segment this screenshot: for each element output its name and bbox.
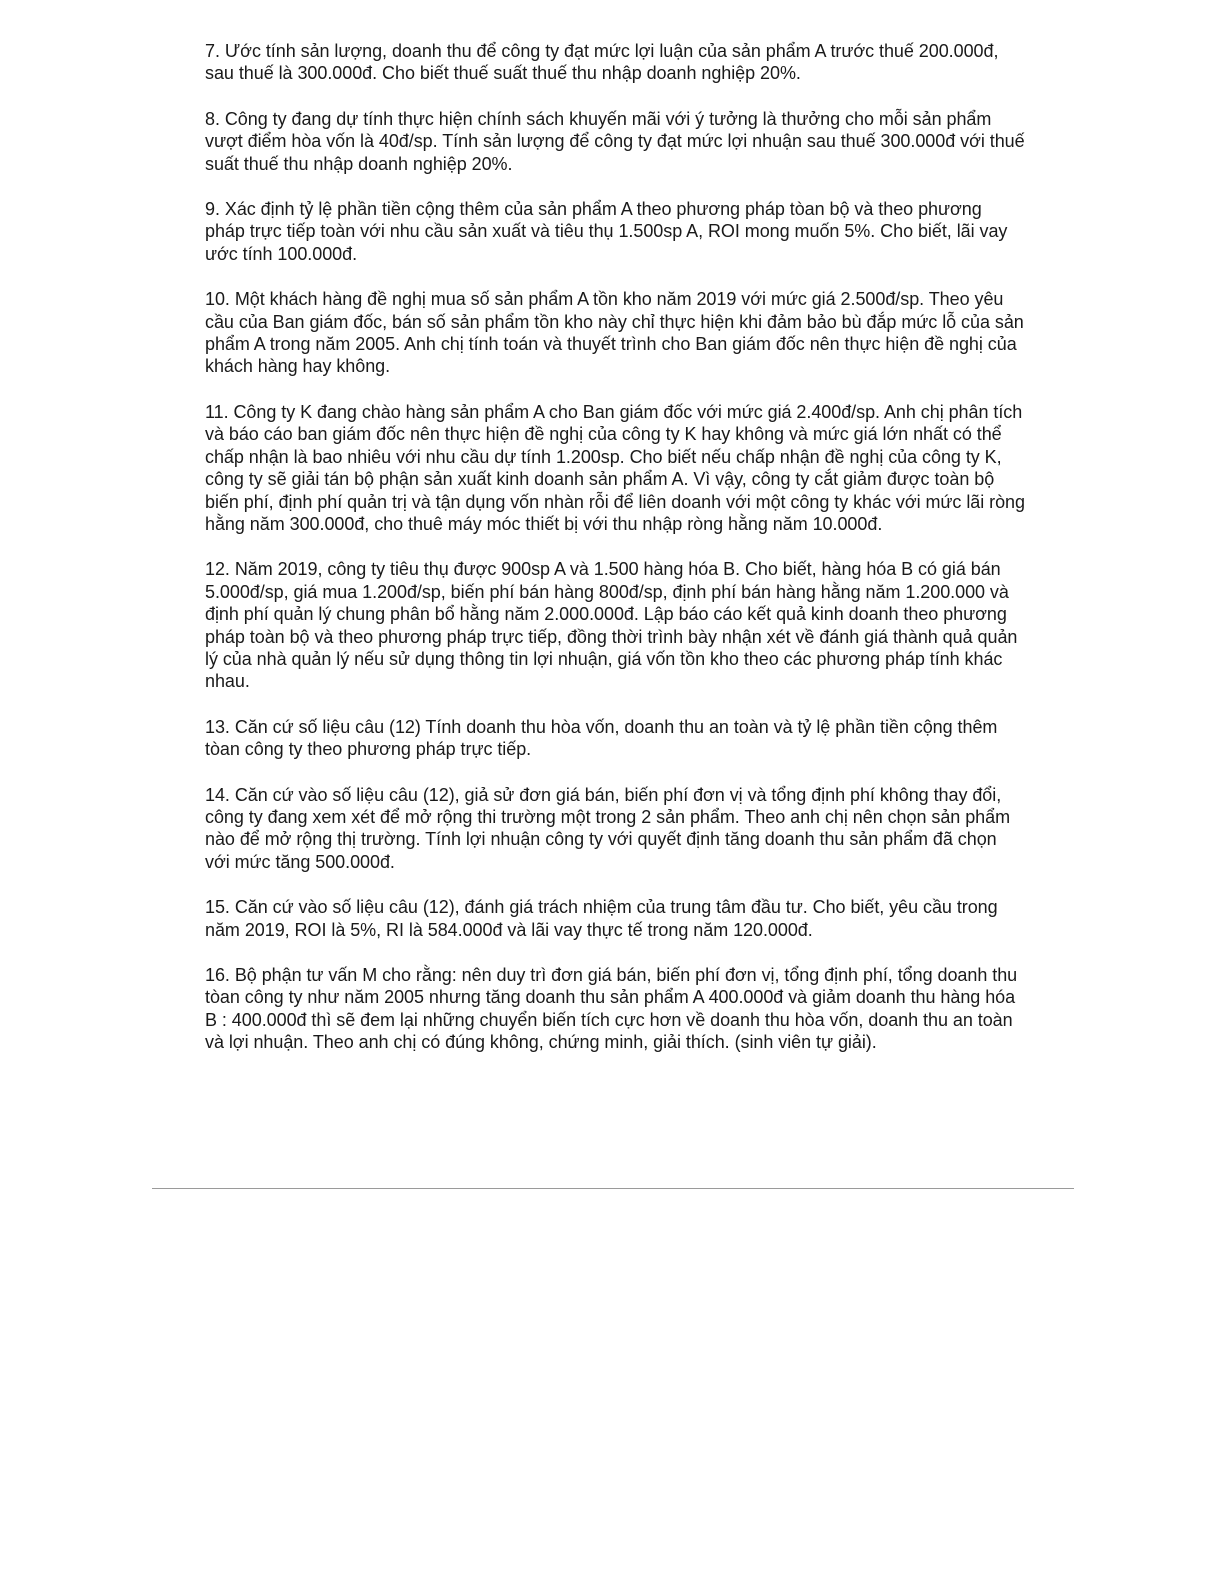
question-10: 10. Một khách hàng đề nghị mua số sản phẩm A tồn kho năm 2019 với mức giá 2.500đ/sp. Theo yêu cầu của Ban giám đốc, bán số sản phẩm tồn kho này chỉ thực hiện khi đảm bảo bù đắp mức lỗ của sản phẩm A trong năm 2005. Anh chị tính toán và thuyết trình cho Ban giám đốc nên thực hiện đề nghị của khách hàng hay không. [205, 289, 1024, 377]
question-8: 8. Công ty đang dự tính thực hiện chính sách khuyến mãi với ý tưởng là thưởng cho mỗi sản phẩm vượt điểm hòa vốn là 40đ/sp. Tính sản lượng để công ty đạt mức lợi nhuận sau thuế 300.000đ với thuế suất thuế thu nhập doanh nghiệp 20%. [205, 108, 1025, 174]
question-13: 13. Căn cứ số liệu câu (12) Tính doanh thu hòa vốn, doanh thu an toàn và tỷ lệ phần tiền cộng thêm tòan công ty theo phương pháp trực tiếp. [205, 716, 998, 760]
question-9: 9. Xác định tỷ lệ phần tiền cộng thêm của sản phẩm A theo phương pháp tòan bộ và theo phương pháp trực tiếp toàn với nhu cầu sản xuất và tiêu thụ 1.500sp A, ROI mong muốn 5%. Cho biết, lãi vay ước tính 100.000đ. [205, 199, 1008, 264]
document-body [205, 40, 1025, 1077]
question-11: 11. Công ty K đang chào hàng sản phẩm A cho Ban giám đốc với mức giá 2.400đ/sp. Anh chị phân tích và báo cáo ban giám đốc nên thực hiện đề nghị của công ty K hay không và mức giá lớn nhất có thể chấp nhận là bao nhiêu với nhu cầu dự tính 1.200sp. Cho biết nếu chấp nhận đề nghị của công ty K, công ty sẽ giải tán bộ phận sản xuất kinh doanh sản phẩm A. Vì vậy, công ty cắt giảm được toàn bộ biến phí, định phí quản trị và tận dụng vốn nhàn rỗi để liên doanh với một công ty khác với mức lãi ròng hằng năm 300.000đ, cho thuê máy móc thiết bị với thu nhập ròng hằng năm 10.000đ. [205, 401, 1025, 534]
question-12: 12. Năm 2019, công ty tiêu thụ được 900sp A và 1.500 hàng hóa B. Cho biết, hàng hóa B có giá bán 5.000đ/sp, giá mua 1.200đ/sp, biến phí bán hàng 800đ/sp, định phí bán hàng hằng năm 1.200.000 và định phí quản lý chung phân bổ hằng năm 2.000.000đ. Lập báo cáo kết quả kinh doanh theo phương pháp toàn bộ và theo phương pháp trực tiếp, đồng thời trình bày nhận xét về đánh giá thành quả quản lý của nhà quản lý nếu sử dụng thông tin lợi nhuận, giá vốn tồn kho theo các phương pháp tính khác nhau. [205, 559, 1018, 692]
page-divider [152, 1188, 1074, 1189]
question-7: 7. Ước tính sản lượng, doanh thu để công ty đạt mức lợi luận của sản phẩm A trước thuế 200.000đ, sau thuế là 300.000đ. Cho biết thuế suất thuế thu nhập doanh nghiệp 20%. [205, 41, 999, 84]
question-16: 16. Bộ phận tư vấn M cho rằng: nên duy trì đơn giá bán, biến phí đơn vị, tổng định phí, tổng doanh thu tòan công ty như năm 2005 nhưng tăng doanh thu sản phẩm A 400.000đ và giảm doanh thu hàng hóa B : 400.000đ thì sẽ đem lại những chuyển biến tích cực hơn về doanh thu hòa vốn, doanh thu an toàn và lợi nhuận. Theo anh chị có đúng không, chứng minh, giải thích. (sinh viên tự giải). [205, 965, 1018, 1053]
question-15: 15. Căn cứ vào số liệu câu (12), đánh giá trách nhiệm của trung tâm đầu tư. Cho biết, yêu cầu trong năm 2019, ROI là 5%, RI là 584.000đ và lãi vay thực tế trong năm 120.000đ. [205, 897, 998, 940]
question-14: 14. Căn cứ vào số liệu câu (12), giả sử đơn giá bán, biến phí đơn vị và tổng định phí không thay đổi, công ty đang xem xét để mở rộng thi trường một trong 2 sản phẩm. Theo anh chị nên chọn sản phẩm nào để mở rộng thị trường. Tính lợi nhuận công ty với quyết định tăng doanh thu sản phẩm đã chọn với mức tăng 500.000đ. [205, 784, 1011, 872]
